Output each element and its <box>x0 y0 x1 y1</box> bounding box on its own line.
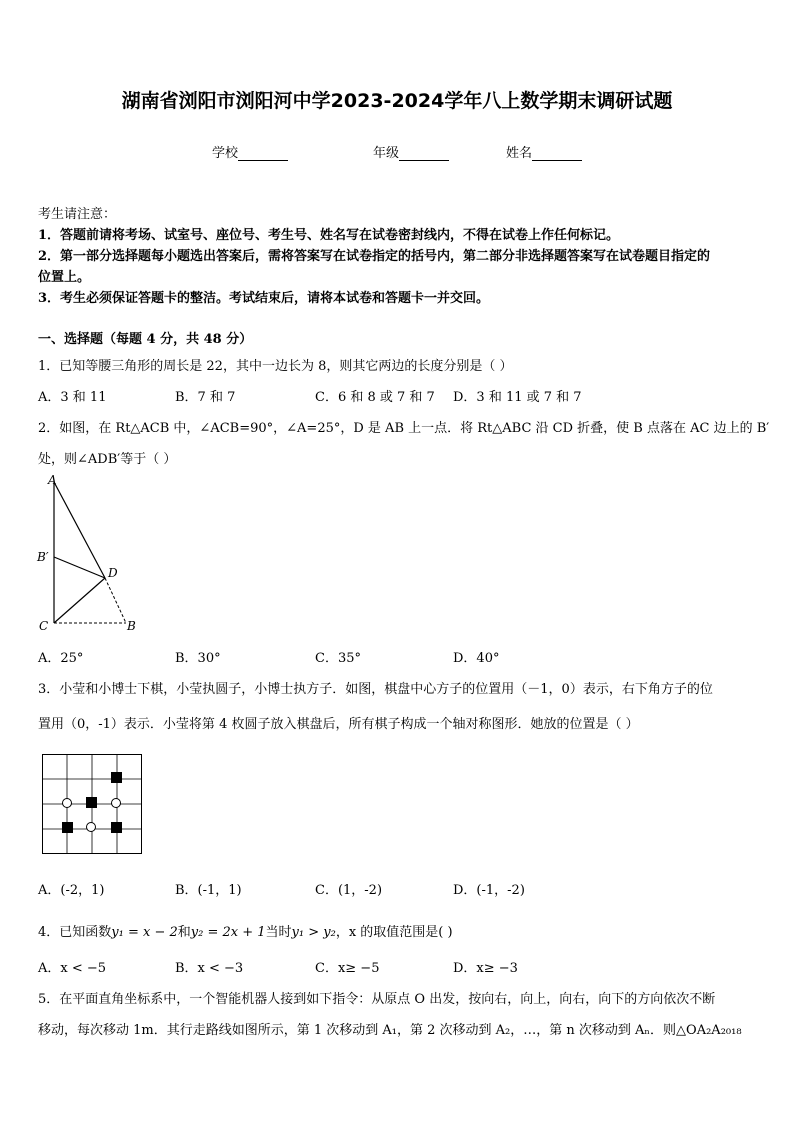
question-3-line1: 3．小莹和小博士下棋，小莹执圆子，小博士执方子．如图，棋盘中心方子的位置用（－1，0）表示，右下角方子的位 <box>38 682 713 697</box>
q1-option-d[interactable]: D．3 和 11 或 7 和 7 <box>453 390 582 405</box>
q4-condition: y₁ > y₂ <box>291 925 336 940</box>
q4-pre: 4．已知函数 <box>38 925 112 940</box>
circle-piece <box>63 799 72 808</box>
name-label: 姓名 <box>506 146 533 161</box>
label-a: A <box>48 473 57 487</box>
page-title: 湖南省浏阳市浏阳河中学2023-2024学年八上数学期末调研试题 <box>121 90 673 112</box>
label-d: D <box>108 566 118 580</box>
q3-option-c[interactable]: C．(1，-2) <box>315 883 383 898</box>
q1-option-a[interactable]: A．3 和 11 <box>38 390 107 405</box>
q4-and: 和 <box>177 925 191 940</box>
circle-piece <box>87 823 96 832</box>
q2-option-d[interactable]: D．40° <box>453 651 500 666</box>
circle-piece <box>112 799 121 808</box>
question-3-line2: 置用（0，-1）表示．小莹将第 4 枚圆子放入棋盘后，所有棋子构成一个轴对称图形．她放的位置是（ ） <box>38 717 639 732</box>
notice-item: 位置上。 <box>38 270 91 285</box>
q3-option-d[interactable]: D．(-1，-2) <box>453 883 525 898</box>
label-b-prime: B′ <box>37 550 49 564</box>
q4-option-c[interactable]: C．x≥ −5 <box>315 961 380 976</box>
grade-label: 年级 <box>373 146 400 161</box>
q2-option-b[interactable]: B．30° <box>175 651 221 666</box>
q4-option-d[interactable]: D．x≥ −3 <box>453 961 518 976</box>
q4-option-a[interactable]: A．x < −5 <box>38 961 107 976</box>
notice-item: 3．考生必须保证答题卡的整洁。考试结束后，请将本试卷和答题卡一并交回。 <box>38 291 490 306</box>
q4-when: 当时 <box>265 925 292 940</box>
grade-field[interactable] <box>373 142 449 161</box>
q3-option-b[interactable]: B．(-1，1) <box>175 883 242 898</box>
q2-option-c[interactable]: C．35° <box>315 651 361 666</box>
q4-post: ，x 的取值范围是( ) <box>335 925 453 940</box>
label-c: C <box>39 619 49 633</box>
q4-function-2: y₂ = 2x + 1 <box>190 925 266 940</box>
question-2-line2: 处，则∠ADB′等于（ ） <box>38 452 177 467</box>
question-1-text: 1．已知等腰三角形的周长是 22，其中一边长为 8，则其它两边的长度分别是（ ） <box>38 359 513 374</box>
section-heading: 一、选择题（每题 4 分，共 48 分） <box>38 332 253 347</box>
school-label: 学校 <box>212 146 239 161</box>
q1-option-c[interactable]: C．6 和 8 或 7 和 7 <box>315 390 435 405</box>
square-piece <box>62 822 73 833</box>
square-piece <box>111 772 122 783</box>
question-5-line2: 移动，每次移动 1m．其行走路线如图所示，第 1 次移动到 A₁，第 2 次移动到 A₂，…，第 n 次移动到 Aₙ．则△OA₂A₂₀₁₈ <box>38 1023 742 1038</box>
notice-heading: 考生请注意： <box>38 207 117 222</box>
name-field[interactable] <box>506 142 582 161</box>
q1-option-b[interactable]: B．7 和 7 <box>175 390 236 405</box>
square-piece <box>111 822 122 833</box>
question-2-line1: 2．如图，在 Rt△ACB 中，∠ACB=90°，∠A=25°，D 是 AB 上一点．将 Rt△ABC 沿 CD 折叠，使 B 点落在 AC 边上的 B′ <box>38 421 770 436</box>
question-4-text <box>38 921 453 940</box>
q4-option-b[interactable]: B．x < −3 <box>175 961 244 976</box>
label-b: B <box>127 619 136 633</box>
notice-item: 1．答题前请将考场、试室号、座位号、考生号、姓名写在试卷密封线内，不得在试卷上作任何标记。 <box>38 228 620 243</box>
triangle-diagram <box>30 470 150 638</box>
q3-option-a[interactable]: A．(-2，1) <box>38 883 105 898</box>
notice-item: 2．第一部分选择题每小题选出答案后，需将答案写在试卷指定的括号内，第二部分非选择题答案写在试卷题目指定的 <box>38 249 711 264</box>
school-field[interactable] <box>212 142 288 161</box>
q4-function-1: y₁ = x − 2 <box>111 925 178 940</box>
q2-option-a[interactable]: A．25° <box>38 651 84 666</box>
chessboard-diagram <box>42 754 142 854</box>
question-5-line1: 5．在平面直角坐标系中，一个智能机器人接到如下指令：从原点 O 出发，按向右，向上，向右，向下的方向依次不断 <box>38 992 716 1007</box>
square-piece <box>86 797 97 808</box>
